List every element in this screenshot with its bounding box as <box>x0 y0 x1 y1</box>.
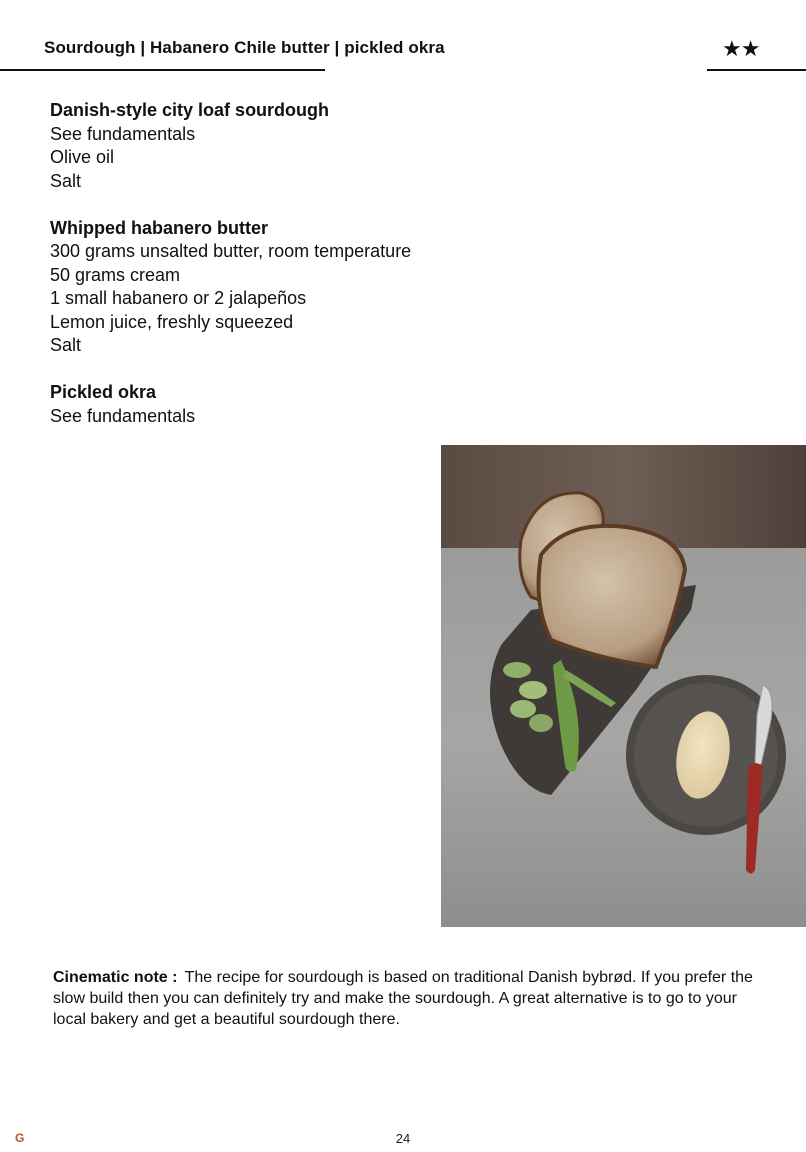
ingredient-item: Salt <box>50 170 82 191</box>
header-divider-left <box>0 69 325 71</box>
ingredient-section-okra <box>50 381 411 428</box>
ingredient-section-butter <box>50 217 411 358</box>
ingredient-item: Salt <box>50 335 82 355</box>
cinematic-note <box>53 967 753 1030</box>
ingredient-list <box>50 99 411 452</box>
ingredient-item: 300 grams unsalted butter, room temperature <box>50 241 412 261</box>
ingredient-section-sourdough <box>50 99 411 193</box>
header-divider-right <box>707 69 806 71</box>
ingredient-item: Lemon juice, freshly squeezed <box>50 311 294 332</box>
page-title: Sourdough | Habanero Chile butter | pickled okra <box>44 38 445 57</box>
page-number: 24 <box>395 1131 411 1146</box>
dish-photo <box>441 445 806 927</box>
ingredient-item: See fundamentals <box>50 123 196 144</box>
brand-logo: G <box>15 1131 25 1145</box>
note-label: Cinematic note : <box>53 969 178 986</box>
difficulty-rating: ★★ <box>722 36 760 61</box>
ingredient-item: See fundamentals <box>50 405 196 426</box>
section-title: Danish-style city loaf sourdough <box>50 100 330 120</box>
section-title: Pickled okra <box>50 382 157 402</box>
ingredient-item: 1 small habanero or 2 jalapeños <box>50 288 307 308</box>
ingredient-item: 50 grams cream <box>50 264 181 285</box>
section-title: Whipped habanero butter <box>50 217 268 238</box>
note-text: The recipe for sourdough is based on traditional Danish bybrød. If you prefer the slow build then you can definitely try and make the sourdough. A great alternative is to go to your local bakery and get a beautiful sourdough there. <box>53 969 753 1028</box>
ingredient-item: Olive oil <box>50 147 115 167</box>
